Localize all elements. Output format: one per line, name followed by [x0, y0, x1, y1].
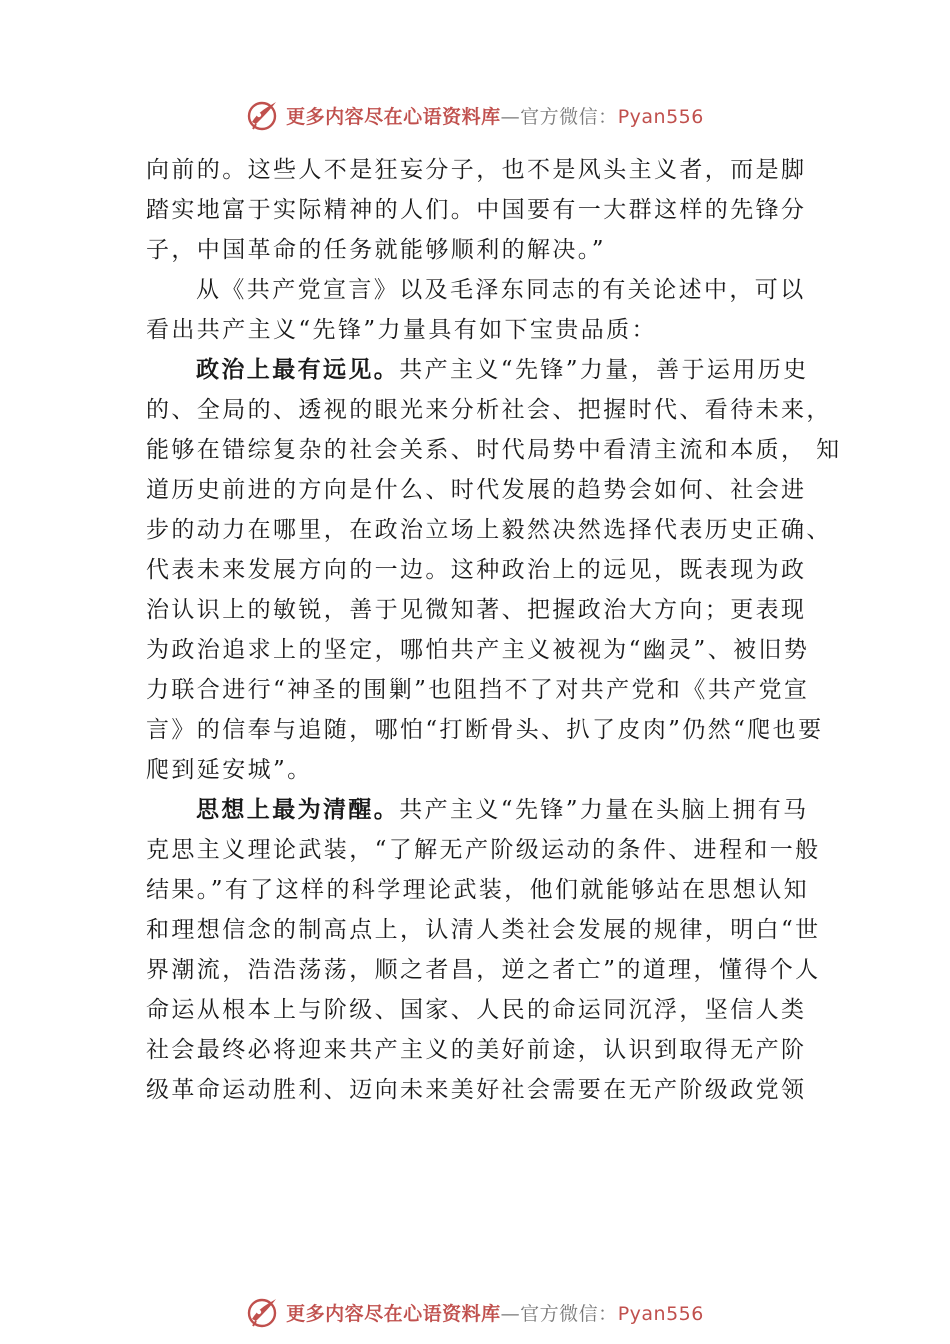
text-line: 看出共产主义“先锋”力量具有如下宝贵品质：: [146, 317, 657, 343]
header-brand: 更多内容尽在心语资料库: [286, 105, 501, 128]
header-brand-text: [286, 102, 704, 129]
quill-ribbon-logo-icon: [246, 1295, 280, 1329]
footer-brand-text: [286, 1299, 704, 1326]
footer-wechat-id: Pyan556: [617, 1302, 704, 1325]
header-official-label: 官方微信：: [520, 105, 618, 128]
text-line: [146, 350, 818, 390]
paragraph-4: [146, 790, 821, 1110]
text-line: 治认识上的敏锐，善于见微知著、把握政治大方向；更表现: [146, 597, 807, 623]
text-line: 为政治追求上的坚定，哪怕共产主义被视为“幽灵”、被旧势: [146, 637, 810, 663]
text-line: 子，中国革命的任务就能够顺利的解决。”: [146, 237, 606, 263]
text-line: 道历史前进的方向是什么、时代发展的趋势会如何、社会进: [146, 477, 807, 503]
footer-dash: —: [500, 1302, 521, 1325]
text-line: 能够在错综复杂的社会关系、时代局势中看清主流和本质， 知: [146, 437, 842, 463]
footer-banner: [0, 1292, 950, 1332]
text-line: 克思主义理论武装，“了解无产阶级运动的条件、进程和一般: [146, 837, 821, 863]
header-wechat-id: Pyan556: [617, 105, 704, 128]
text-line: 和理想信念的制高点上，认清人类社会发展的规律，明白“世: [146, 917, 821, 943]
text-line: 命运从根本上与阶级、国家、人民的命运同沉浮，坚信人类: [146, 997, 807, 1023]
text-run: 共产主义“先锋”力量，善于运用历史: [399, 357, 809, 383]
footer-official-label: 官方微信：: [520, 1302, 618, 1325]
text-line: 踏实地富于实际精神的人们。中国要有一大群这样的先锋分: [146, 197, 807, 223]
text-line: 级革命运动胜利、迈向未来美好社会需要在无产阶级政党领: [146, 1077, 807, 1103]
header-banner: [0, 95, 950, 135]
text-line: 步的动力在哪里，在政治立场上毅然决然选择代表历史正确、: [146, 517, 832, 543]
document-body: [146, 150, 842, 1110]
text-run: 共产主义“先锋”力量在头脑上拥有马: [399, 797, 809, 823]
header-dash: —: [500, 105, 521, 128]
text-line: 的、全局的、透视的眼光来分析社会、把握时代、看待未来，: [146, 397, 832, 423]
text-line: 代表未来发展方向的一边。这种政治上的远见，既表现为政: [146, 557, 807, 583]
text-line: 结果。”有了这样的科学理论武装，他们就能够站在思想认知: [146, 877, 810, 903]
paragraph-2: [146, 270, 818, 350]
text-line: [146, 790, 818, 830]
text-line: 爬到延安城”。: [146, 757, 313, 783]
text-line: 力联合进行“神圣的围剿”也阻挡不了对共产党和《共产党宣: [146, 677, 810, 703]
quill-ribbon-logo-icon: [246, 98, 280, 132]
text-line: 言》的信奉与追随，哪怕“打断骨头、扒了皮肉”仍然“爬也要: [146, 717, 824, 743]
paragraph-3: [146, 350, 842, 790]
section-heading-politics: 政治上最有远见。: [196, 357, 400, 383]
text-line: 界潮流，浩浩荡荡，顺之者昌，逆之者亡”的道理，懂得个人: [146, 957, 821, 983]
text-line: 从《共产党宣言》以及毛泽东同志的有关论述中，可以: [196, 277, 806, 303]
text-line: 向前的。这些人不是狂妄分子，也不是风头主义者，而是脚: [146, 157, 807, 183]
footer-brand: 更多内容尽在心语资料库: [286, 1302, 501, 1325]
section-heading-thought: 思想上最为清醒。: [196, 797, 400, 823]
text-line: 社会最终必将迎来共产主义的美好前途，认识到取得无产阶: [146, 1037, 807, 1063]
paragraph-1: [146, 150, 818, 270]
